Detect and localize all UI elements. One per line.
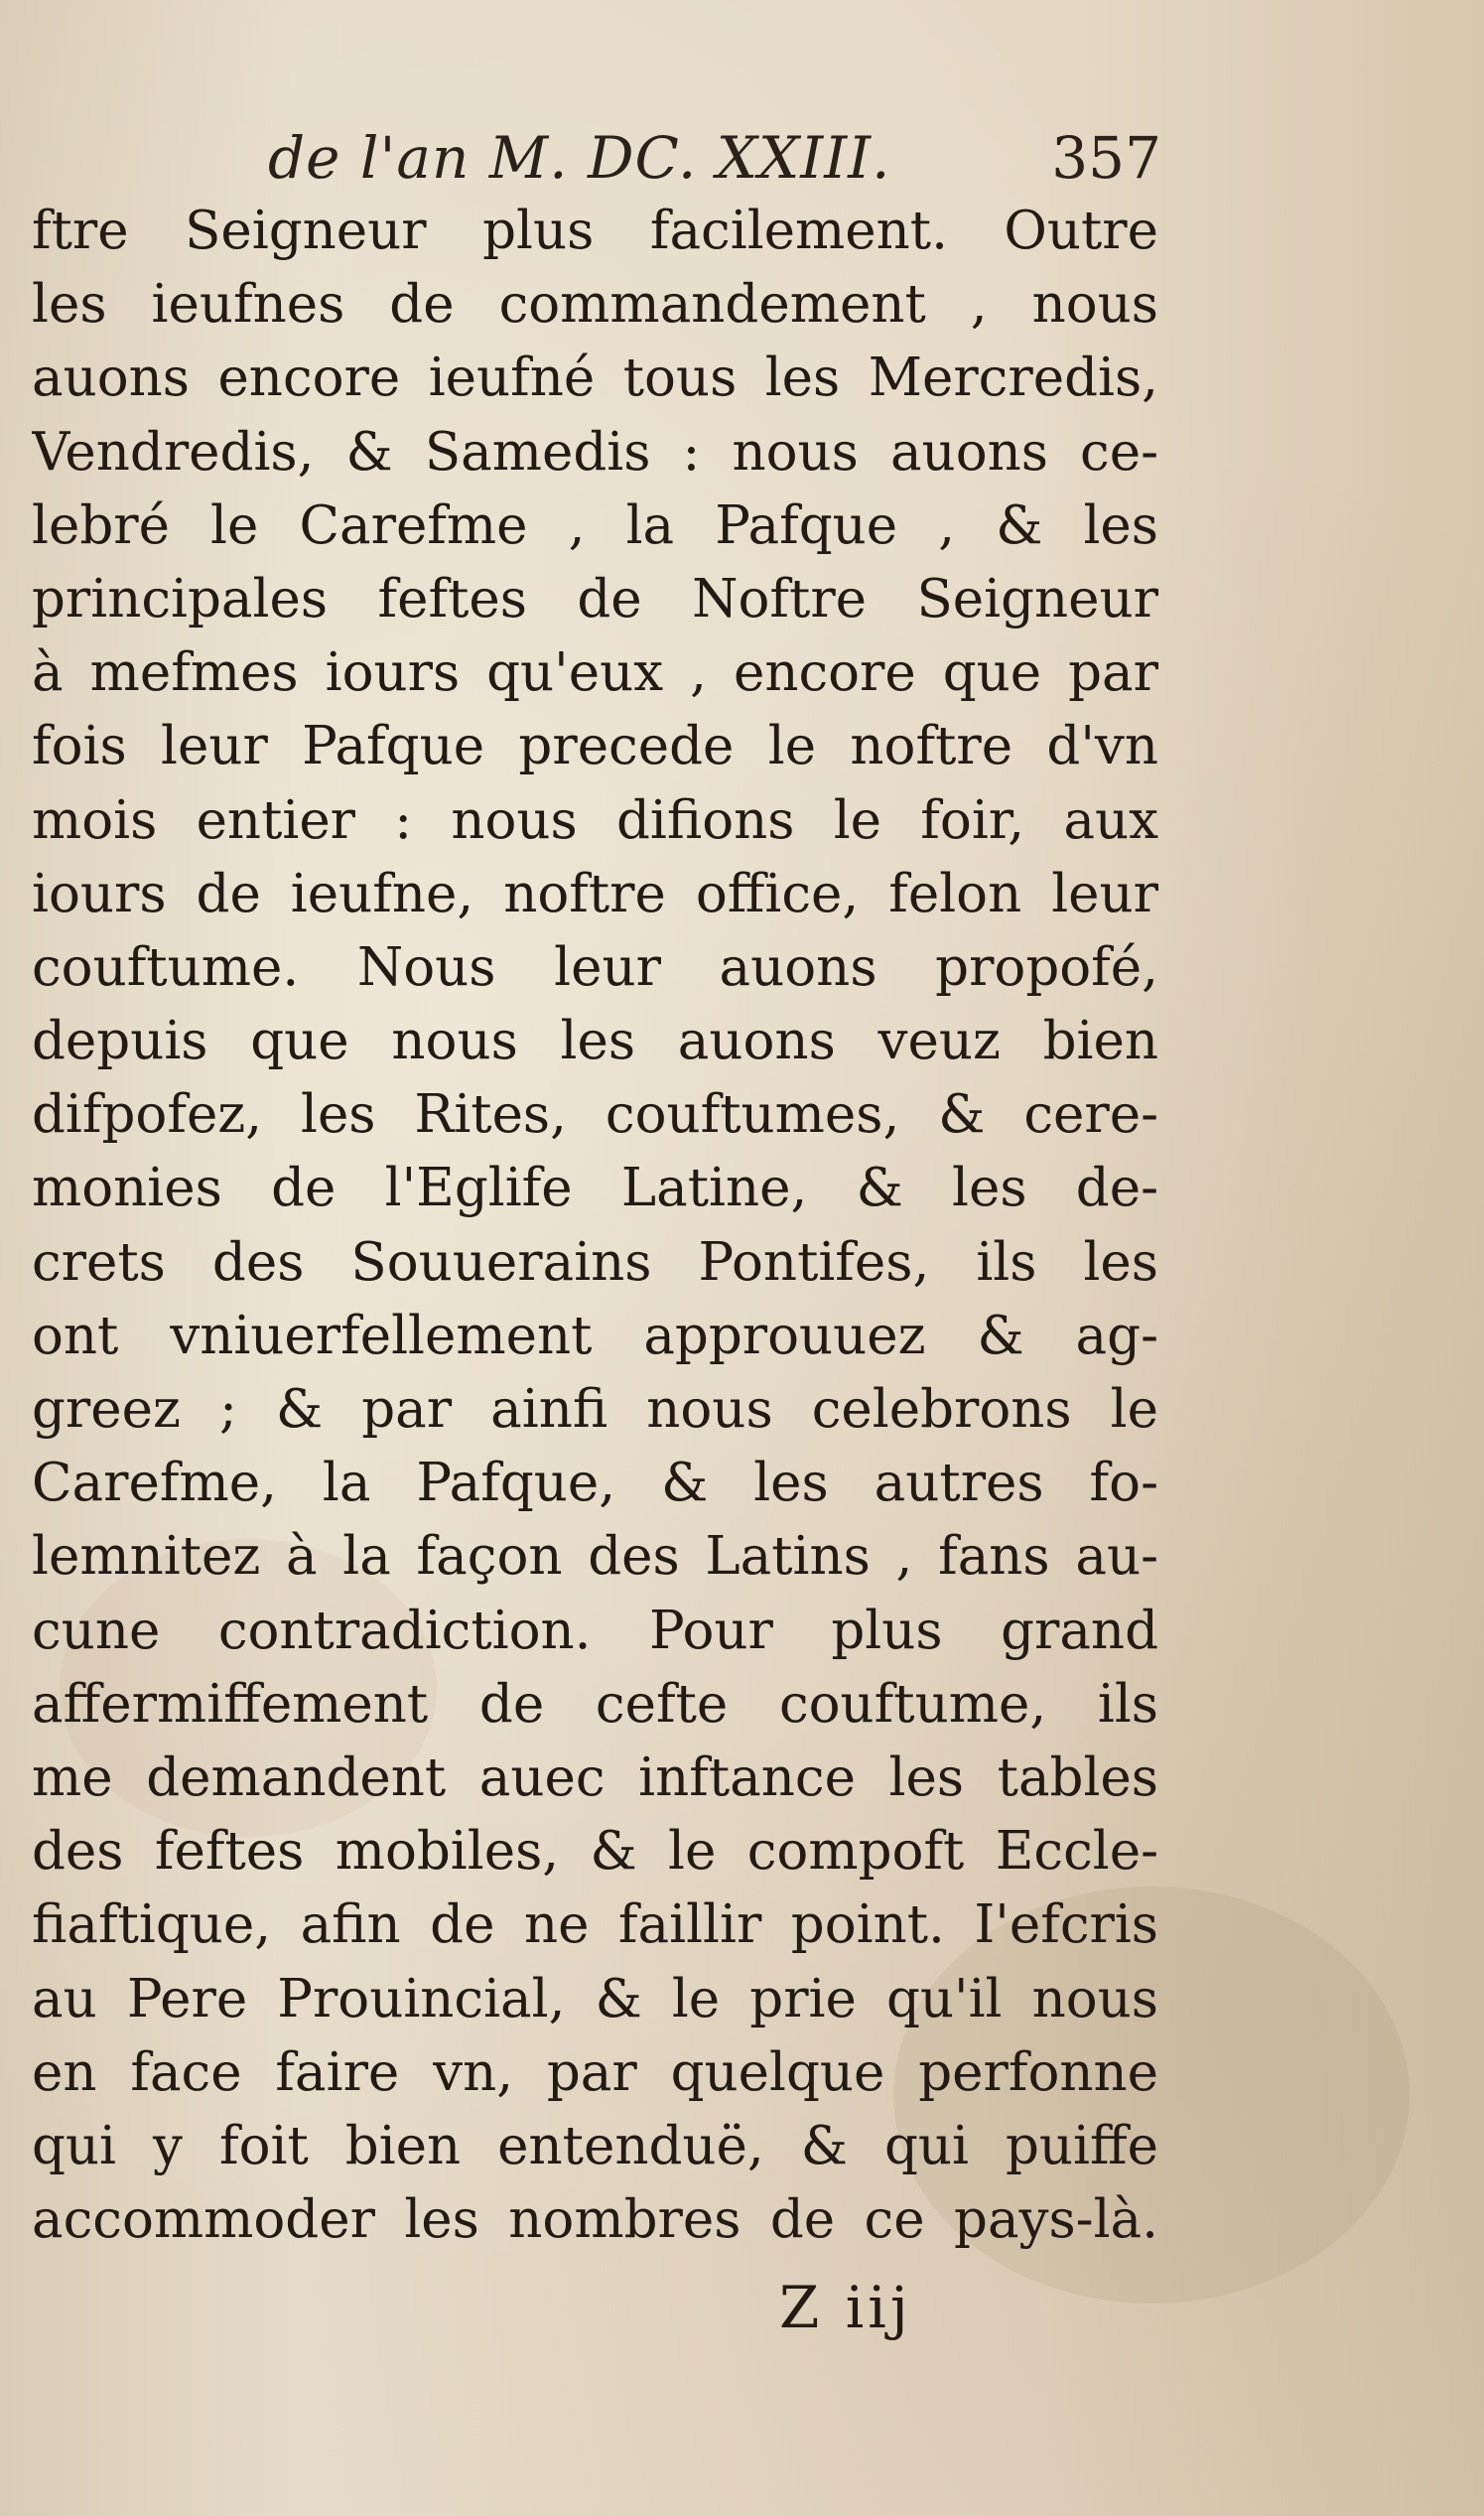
text-line: difpofez, les Rites, couftumes, & cere-: [32, 1084, 1158, 1146]
text-line: iours de ieufne, noftre office, felon leur: [32, 863, 1158, 924]
text-line: me demandent auec inftance les tables: [32, 1747, 1158, 1808]
text-line: en face faire vn, par quelque perfonne: [32, 2041, 1158, 2103]
text-line: les ieufnes de commandement , nous: [32, 274, 1158, 336]
text-line: crets des Souuerains Pontifes, ils les: [32, 1231, 1158, 1293]
text-line: ont vniuerfellement approuuez & ag-: [32, 1305, 1158, 1366]
text-line: Vendredis, & Samedis : nous auons ce-: [32, 421, 1158, 483]
text-line: fiaftique, afin de ne faillir point. I'efcris: [32, 1894, 1158, 1956]
signature-mark: Z iij: [779, 2274, 912, 2341]
text-line: lebré le Carefme , la Pafque , & les: [32, 494, 1158, 556]
text-line: monies de l'Eglife Latine, & les de-: [32, 1158, 1158, 1219]
text-line: ftre Seigneur plus facilement. Outre: [32, 201, 1158, 261]
text-line: couftume. Nous leur auons propofé,: [32, 936, 1158, 998]
body-text: [32, 195, 1158, 2257]
text-line: qui y foit bien entenduë, & qui puiffe: [32, 2115, 1158, 2176]
text-line: à mefmes iours qu'eux , encore que par: [32, 642, 1158, 704]
text-line: accommoder les nombres de ce pays-là.: [32, 2189, 1158, 2251]
running-head-title: de l'an M. DC. XXIII.: [268, 124, 891, 192]
text-line: des feftes mobiles, & le compoft Eccle-: [32, 1821, 1158, 1883]
running-head: [268, 124, 1161, 204]
text-line: greez ; & par ainfi nous celebrons le: [32, 1379, 1158, 1440]
text-line: mois entier : nous difions le foir, aux: [32, 789, 1158, 851]
text-line: principales feftes de Noftre Seigneur: [32, 568, 1158, 629]
text-line: lemnitez à la façon des Latins , fans au-: [32, 1526, 1158, 1588]
text-line: depuis que nous les auons veuz bien: [32, 1011, 1158, 1072]
text-line: Carefme, la Pafque, & les autres fo-: [32, 1453, 1158, 1514]
text-line: cune contradiction. Pour plus grand: [32, 1600, 1158, 1661]
page-number: 357: [1051, 124, 1161, 192]
text-line: fois leur Pafque precede le noftre d'vn: [32, 716, 1158, 777]
text-line: affermiffement de cefte couftume, ils: [32, 1673, 1158, 1735]
text-line: auons encore ieufné tous les Mercredis,: [32, 348, 1158, 409]
text-line: au Pere Prouincial, & le prie qu'il nous: [32, 1968, 1158, 2029]
